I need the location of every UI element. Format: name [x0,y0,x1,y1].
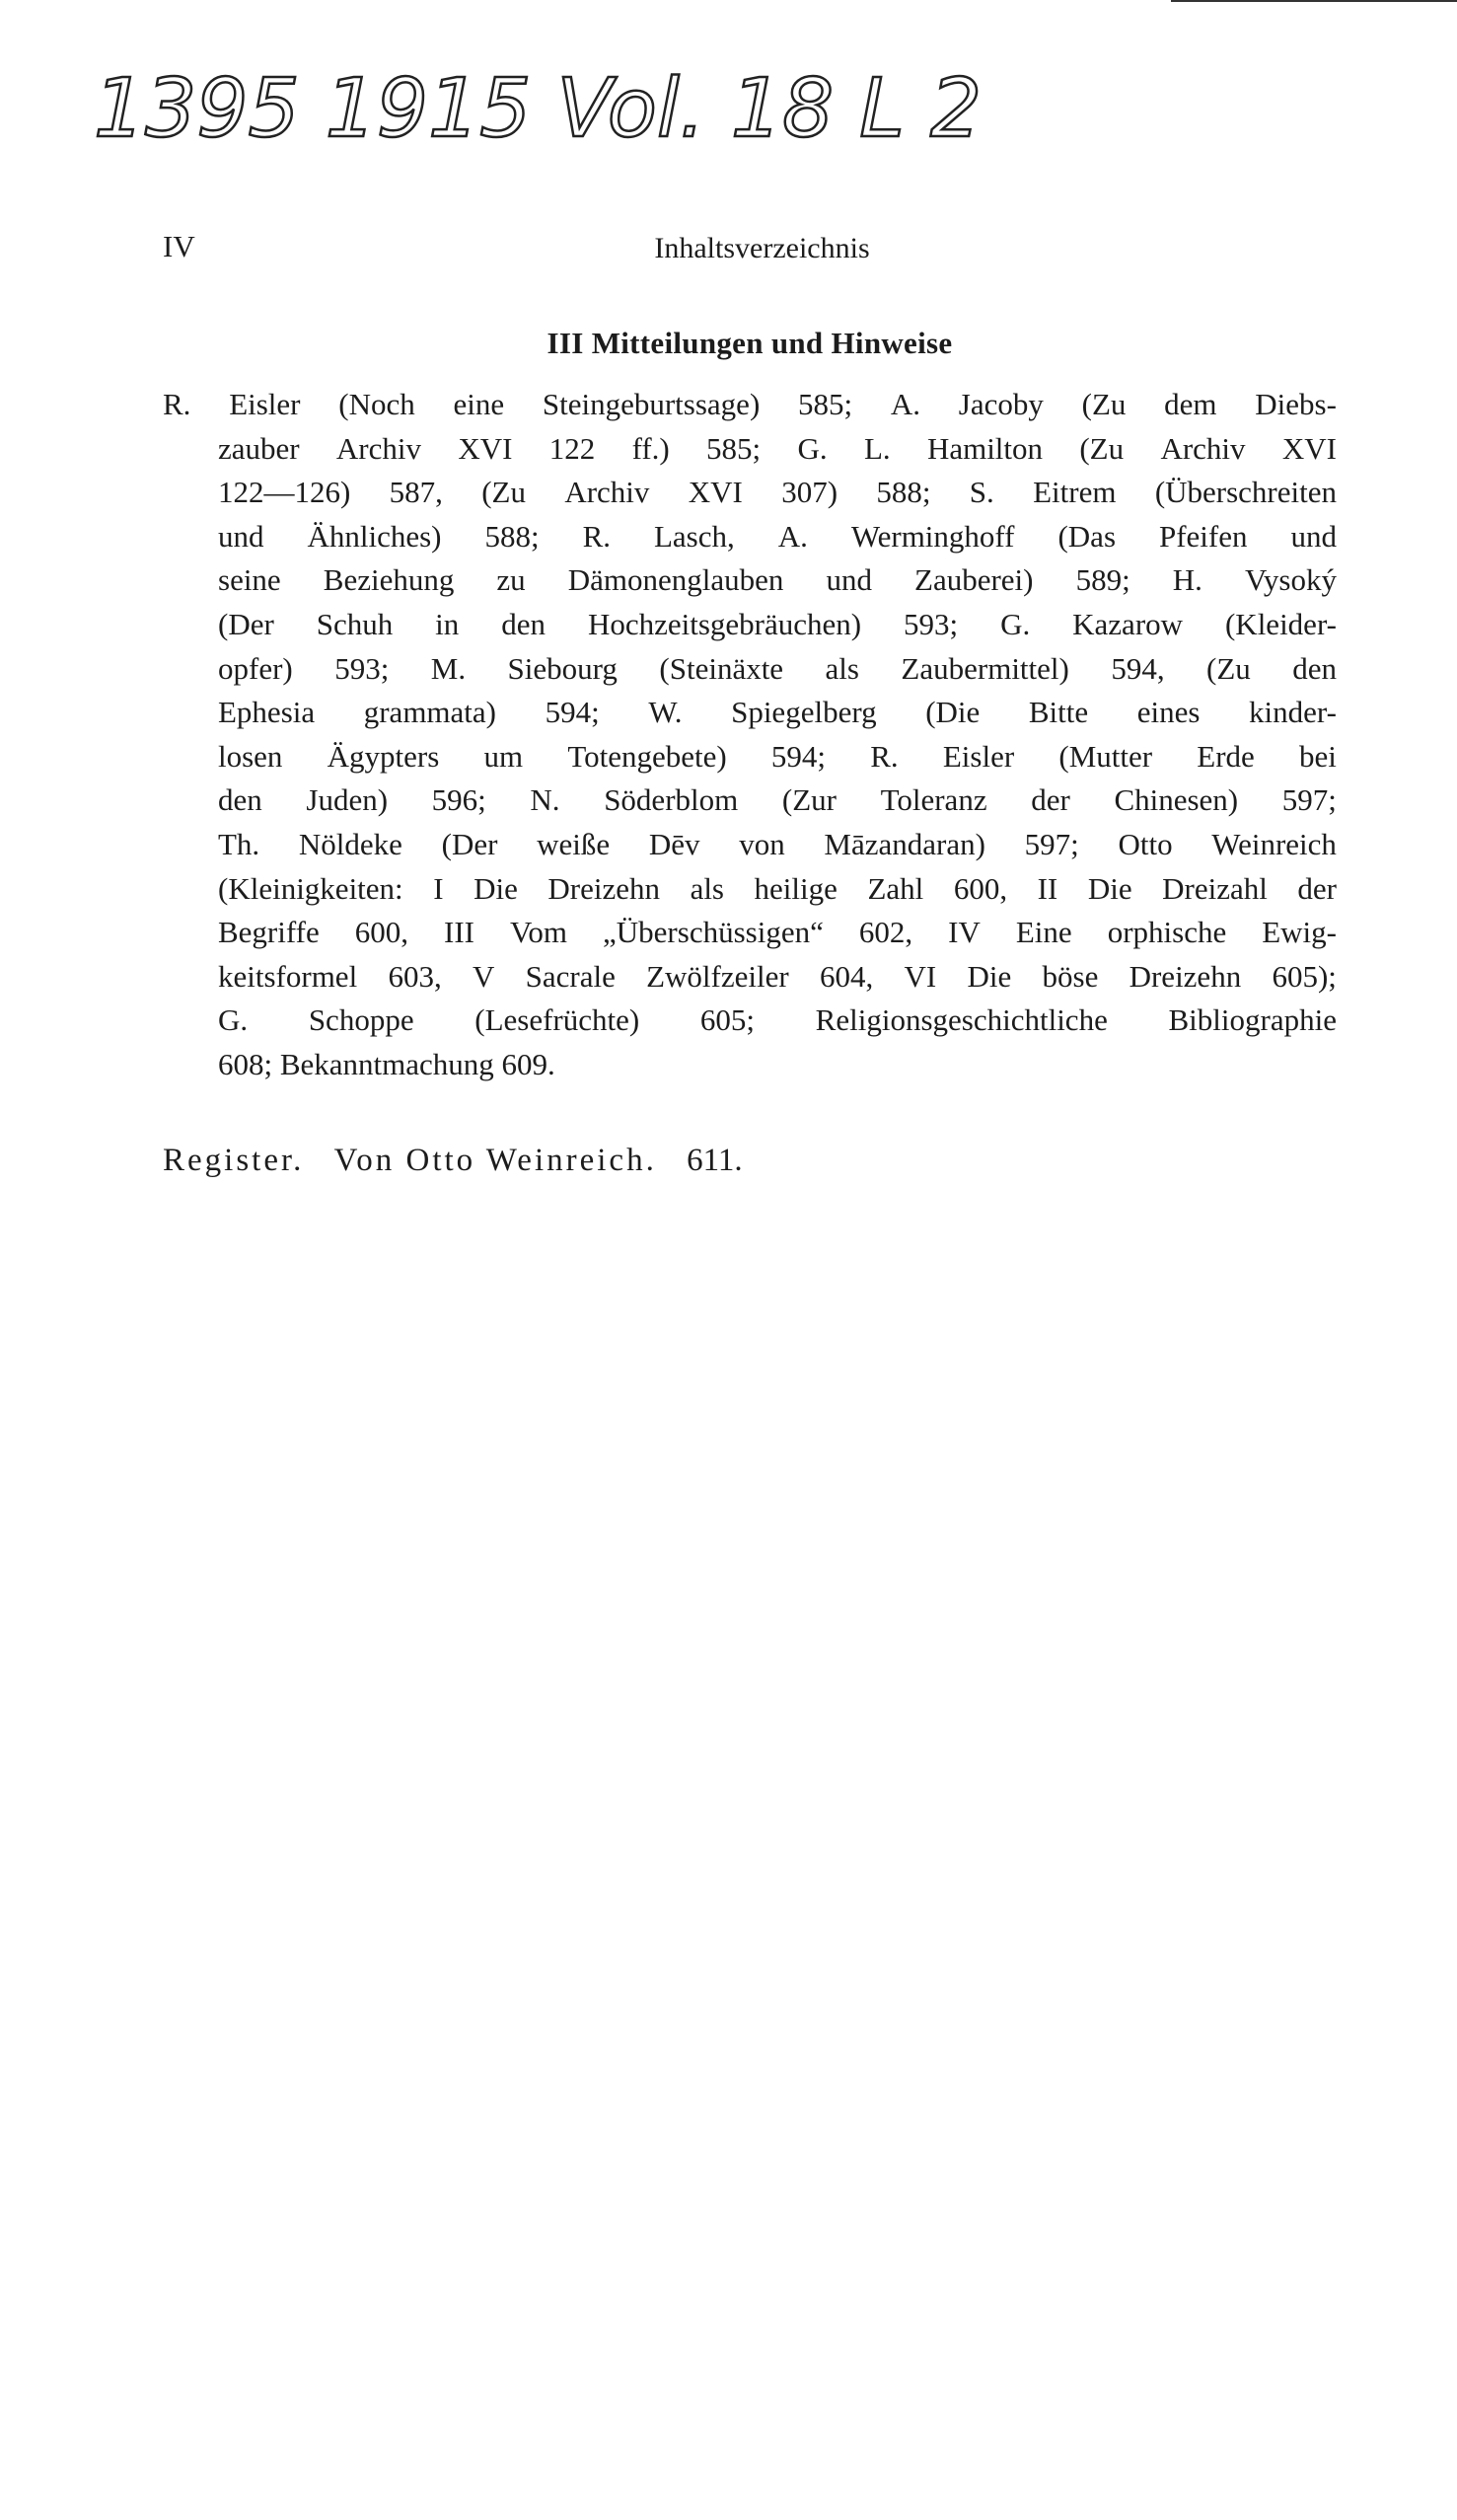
svg-text:1395 1915 Vol. 18 L 2: 1395 1915 Vol. 18 L 2 [94,62,983,156]
contents-line: (Kleinigkeiten: I Die Dreizehn als heilige Zahl 600, II Die Dreizahl der [218,870,1337,906]
running-head [163,229,1337,268]
contents-line: losen Ägypters um Totengebete) 594; R. Eisler (Mutter Erde bei [218,738,1337,774]
contents-line: G. Schoppe (Lesefrüchte) 605; Religionsgeschichtliche Bibliographie [218,1002,1337,1038]
page-number: IV [163,229,195,263]
section-heading: III Mitteilungen und Hinweise [546,326,953,360]
contents-line: seine Beziehung zu Dämonenglauben und Zauberei) 589; H. Vysoký [218,562,1337,598]
contents-line: und Ähnliches) 588; R. Lasch, A. Werminghoff (Das Pfeifen und [218,518,1337,554]
contents-line: keitsformel 603, V Sacrale Zwölfzeiler 604, VI Die böse Dreizehn 605); [218,958,1337,994]
contents-line: Ephesia grammata) 594; W. Spiegelberg (Die Bitte eines kinder- [218,695,1337,730]
contents-line: opfer) 593; M. Siebourg (Steinäxte als Zaubermittel) 594, (Zu den [218,650,1337,686]
contents-line: Begriffe 600, III Vom „Überschüssigen“ 602, IV Eine orphische Ewig- [218,915,1337,950]
contents-line: (Der Schuh in den Hochzeitsgebräuchen) 593; G. Kazarow (Kleider- [218,606,1337,641]
contents-line: 608; Bekanntmachung 609. [218,1046,555,1081]
register-page: 611. [687,1143,743,1178]
contents-line: R. Eisler (Noch eine Steingeburtssage) 585; A. Jacoby (Zu dem Diebs- [163,387,1337,421]
register-label: Register. [163,1143,305,1178]
register-entry [163,1143,765,1179]
register-author: Von Otto Weinreich. [333,1143,657,1178]
contents-line: 122—126) 587, (Zu Archiv XVI 307) 588; S. Eitrem (Überschreiten [218,475,1337,510]
header-title: Inhaltsverzeichnis [654,232,870,264]
contents-entries [163,383,1337,1087]
contents-line: den Juden) 596; N. Söderblom (Zur Toleranz der Chinesen) 597; [218,782,1337,818]
handwritten-shelfmark [94,37,1396,185]
handwritten-annotation [94,37,1396,185]
page-edge-rule [1171,0,1457,2]
contents-line: zauber Archiv XVI 122 ff.) 585; G. L. Hamilton (Zu Archiv XVI [218,430,1337,466]
contents-line: Th. Nöldeke (Der weiße Dēv von Māzandaran) 597; Otto Weinreich [218,826,1337,861]
